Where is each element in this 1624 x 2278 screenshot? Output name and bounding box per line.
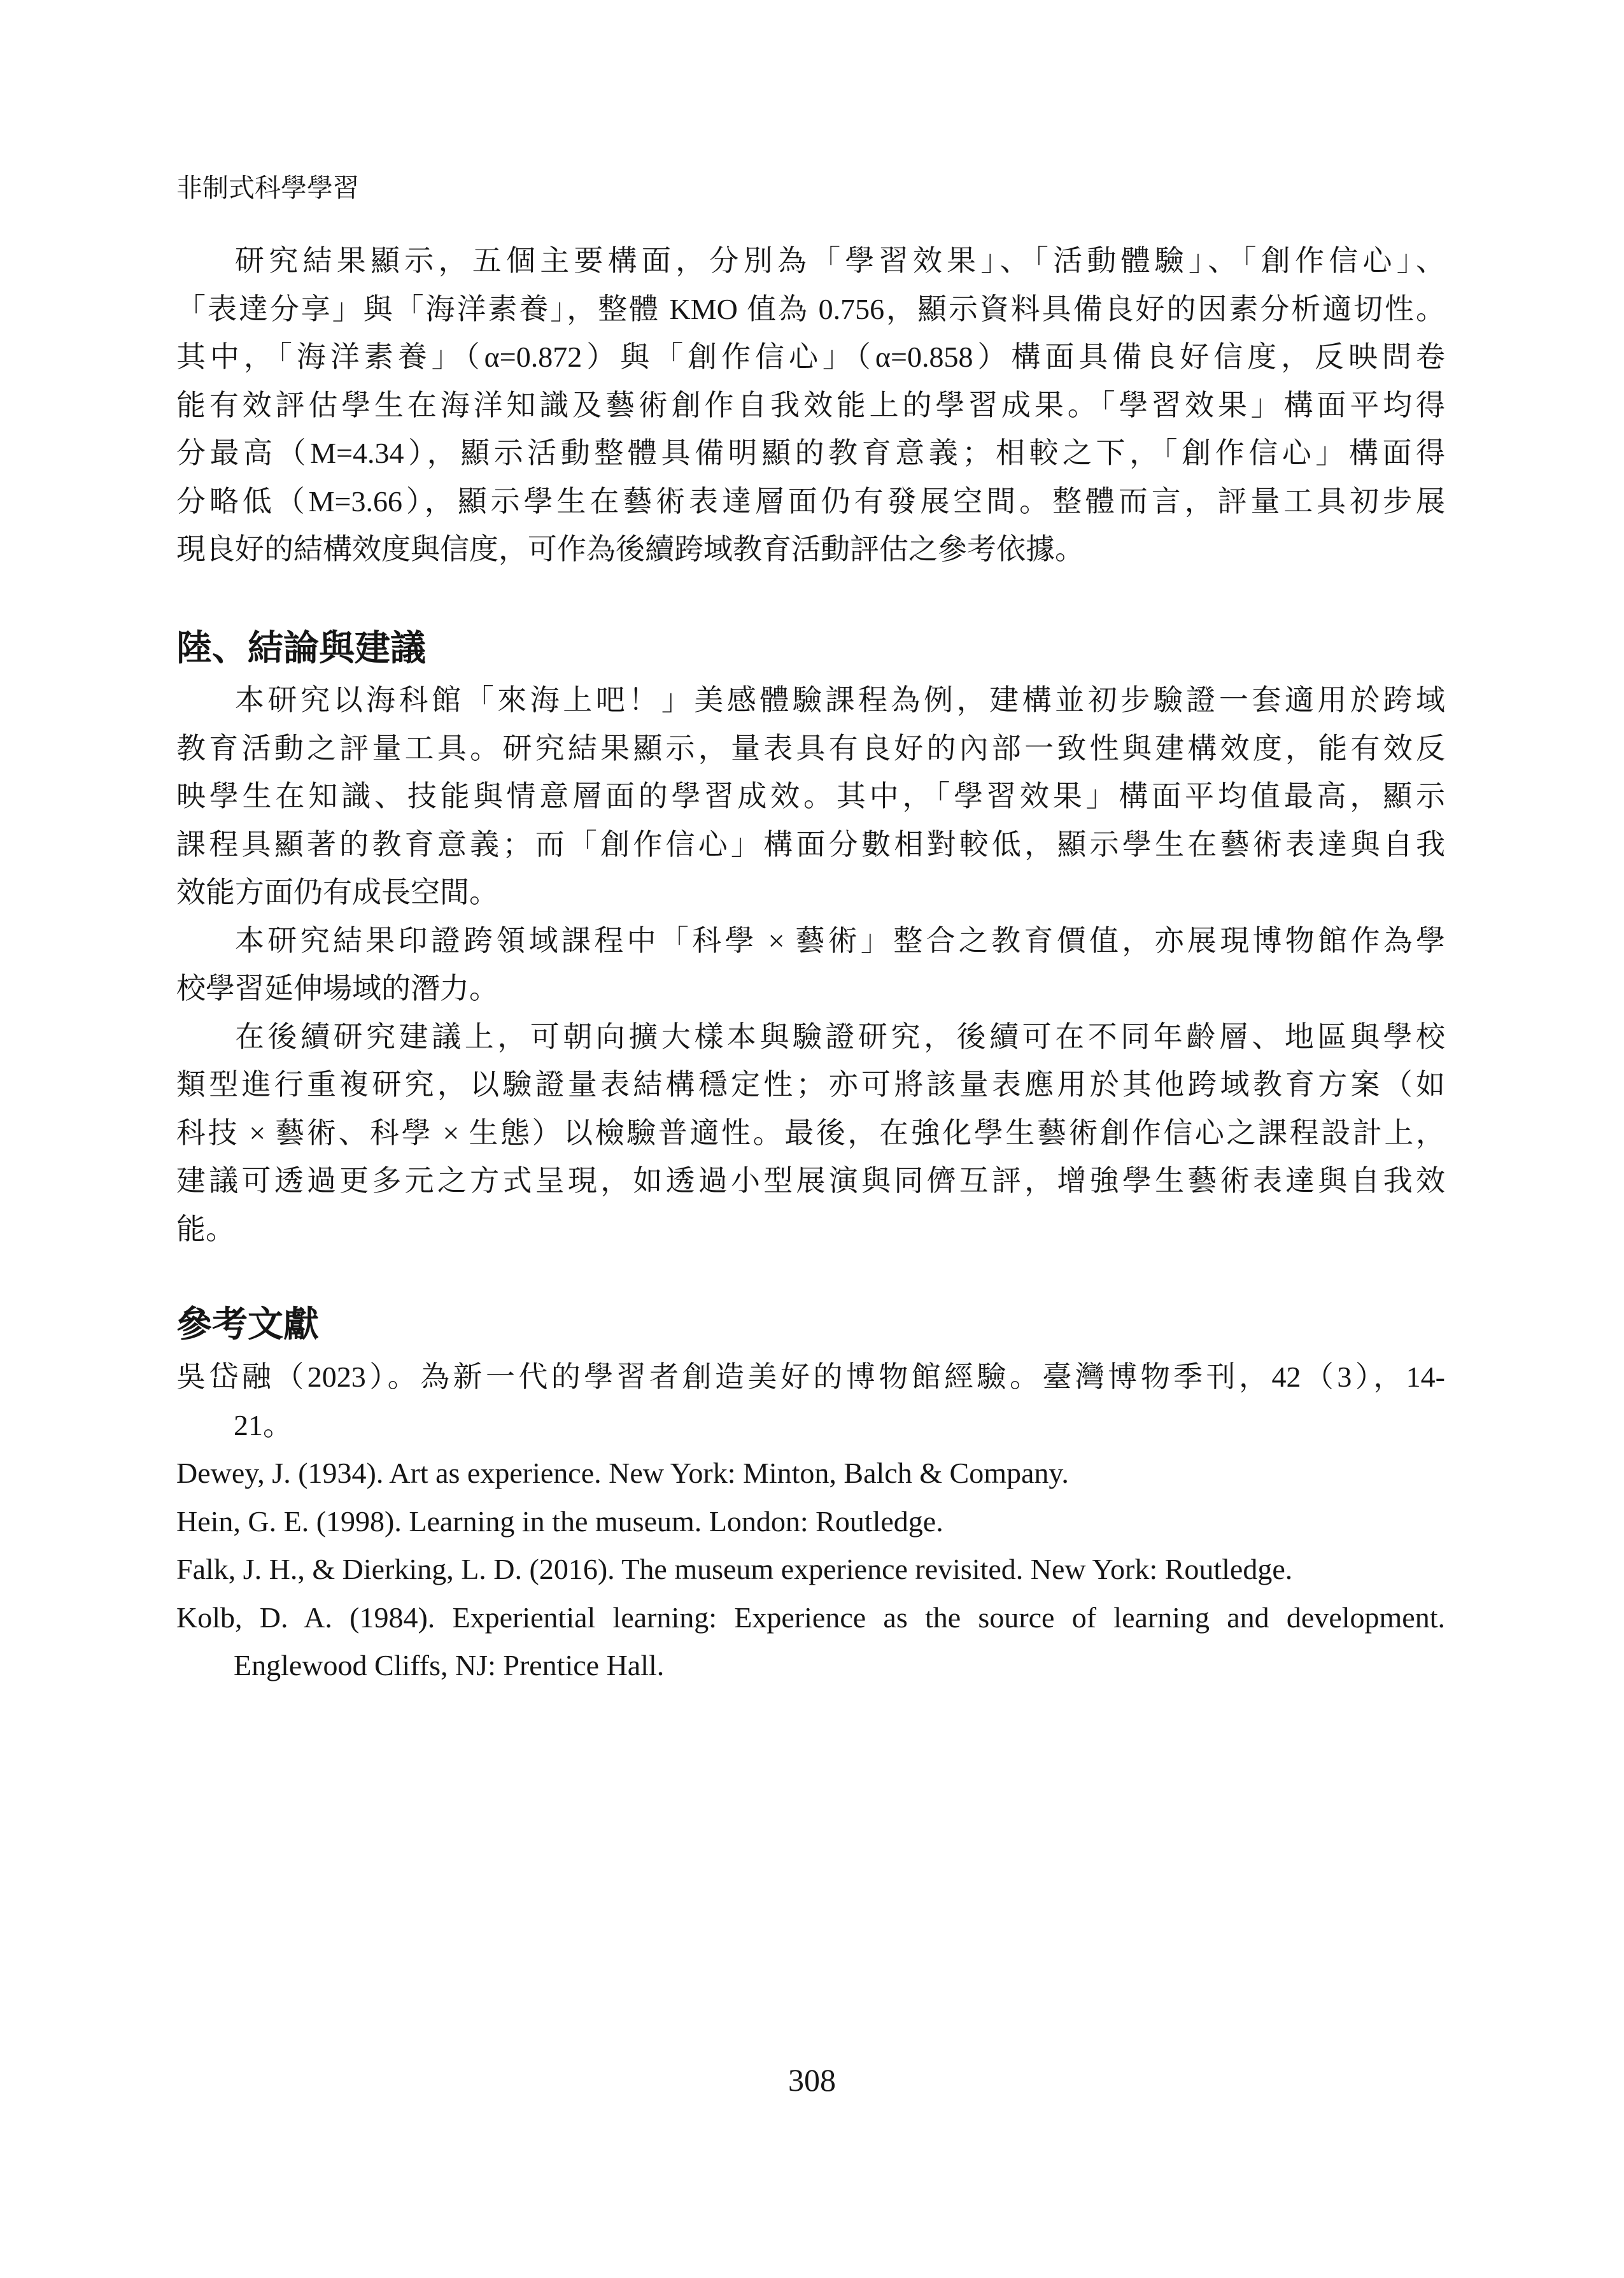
reference-line: 21。 [234, 1408, 292, 1441]
text-line: 本研究結果印證跨領域課程中「科學 × 藝術」整合之教育價值，亦展現博物館作為學 [235, 924, 1445, 957]
text-line: 能。 [176, 1212, 235, 1245]
text-line: 課程具顯著的教育意義；而「創作信心」構面分數相對較低，顯示學生在藝術表達與自我 [176, 828, 1445, 861]
references-list [176, 1353, 1445, 1690]
running-header: 非制式科學學習 [176, 173, 359, 202]
text-line: 分最高（M=4.34），顯示活動整體具備明顯的教育意義；相較之下，「創作信心」構面得 [176, 437, 1445, 469]
text-line: 映學生在知識、技能與情意層面的學習成效。其中，「學習效果」構面平均值最高，顯示 [176, 780, 1445, 812]
paragraph-educational-value [176, 917, 1445, 1013]
text-line: 研究結果顯示，五個主要構面，分別為「學習效果」、「活動體驗」、「創作信心」、 [235, 244, 1445, 277]
text-line: 現良好的結構效度與信度，可作為後續跨域教育活動評估之參考依據。 [176, 533, 1084, 565]
text-line: 校學習延伸場域的潛力。 [176, 972, 498, 1005]
text-line: 其中，「海洋素養」（α=0.872）與「創作信心」（α=0.858）構面具備良好信度，反映問卷 [176, 341, 1445, 373]
reference-line: Kolb, D. A. (1984). Experiential learning: Experience as the source of learning and development. [176, 1601, 1445, 1634]
paragraph-factor-analysis-results [176, 237, 1445, 574]
text-line: 類型進行重複研究，以驗證量表結構穩定性；亦可將該量表應用於其他跨域教育方案（如 [176, 1068, 1445, 1101]
page-number: 308 [788, 2062, 836, 2098]
section-heading-conclusion: 陸、結論與建議 [176, 629, 426, 669]
paragraph-conclusion-summary [176, 676, 1445, 917]
text-line: 能有效評估學生在海洋知識及藝術創作自我效能上的學習成果。「學習效果」構面平均得 [176, 388, 1445, 421]
text-line: 「表達分享」與「海洋素養」，整體 KMO 值為 0.756，顯示資料具備良好的因素分析適切性。 [176, 292, 1445, 325]
section-heading-references: 參考文獻 [176, 1305, 319, 1345]
reference-line: Falk, J. H., & Dierking, L. D. (2016). The museum experience revisited. New York: Routledge. [176, 1553, 1293, 1585]
text-line: 建議可透過更多元之方式呈現，如透過小型展演與同儕互評，增強學生藝術表達與自我效 [176, 1164, 1445, 1197]
text-line: 科技 × 藝術、科學 × 生態）以檢驗普適性。最後，在強化學生藝術創作信心之課程設計上， [176, 1116, 1445, 1149]
text-line: 教育活動之評量工具。研究結果顯示，量表具有良好的內部一致性與建構效度，能有效反 [176, 732, 1445, 765]
text-line: 效能方面仍有成長空間。 [176, 876, 498, 909]
paragraph-future-research-suggestions [176, 1013, 1445, 1254]
text-line: 在後續研究建議上，可朝向擴大樣本與驗證研究，後續可在不同年齡層、地區與學校 [235, 1020, 1445, 1053]
reference-line: Dewey, J. (1934). Art as experience. New York: Minton, Balch & Company. [176, 1457, 1069, 1489]
reference-line: 吳岱融（2023）。為新一代的學習者創造美好的博物館經驗。臺灣博物季刊，42（3），14- [176, 1361, 1445, 1393]
reference-line: Englewood Cliffs, NJ: Prentice Hall. [234, 1649, 665, 1681]
text-line: 本研究以海科館「來海上吧！」美感體驗課程為例，建構並初步驗證一套適用於跨域 [235, 684, 1445, 716]
text-line: 分略低（M=3.66），顯示學生在藝術表達層面仍有發展空間。整體而言，評量工具初步展 [176, 485, 1445, 518]
reference-line: Hein, G. E. (1998). Learning in the museum. London: Routledge. [176, 1504, 943, 1538]
